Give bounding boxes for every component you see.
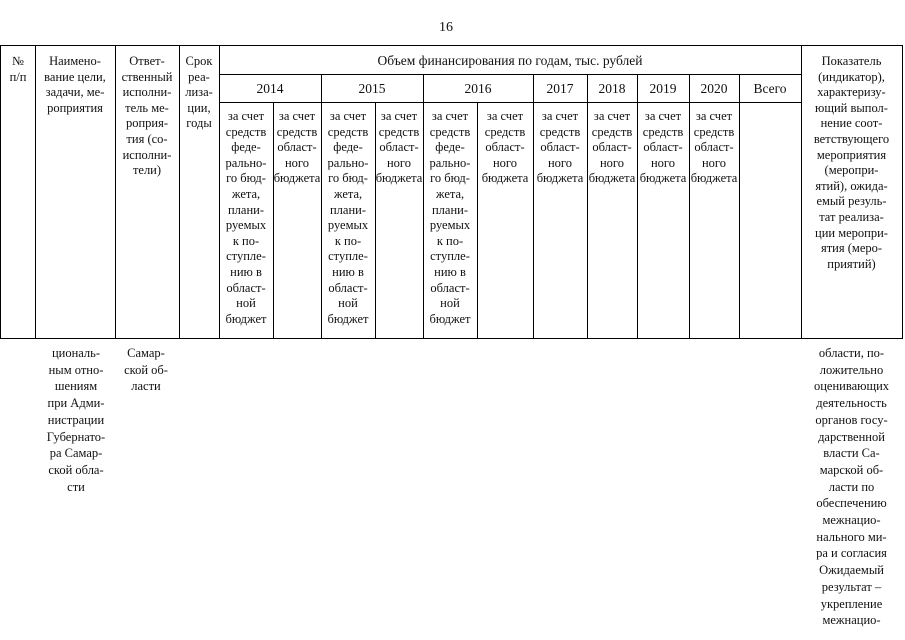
subheader-regional: за счет средств област- ного бюджета xyxy=(690,109,738,186)
subheader-regional: за счет средств област- ного бюджета xyxy=(481,109,529,186)
header-year: 2014 xyxy=(256,81,284,96)
header-funding-title: Объем финансирования по годам, тыс. рублей xyxy=(377,53,643,68)
body-responsible-continuation: Самар- ской об- ласти xyxy=(124,346,168,394)
table-header xyxy=(0,45,903,339)
subheader-federal: за счет средств феде- рально- го бюд- жета, плани- руемых к по- ступле- нию в област- ной бюджет xyxy=(429,109,471,326)
header-col-no: № п/п xyxy=(9,54,27,84)
header-year: 2018 xyxy=(598,81,626,96)
page-number: 16 xyxy=(439,20,453,35)
subheader-regional: за счет средств област- ного бюджета xyxy=(639,109,687,186)
body-indicator-continuation: области, по- ложительно оценивающих деятельность органов госу- дарственной власти Са- марской об- ласти по обеспечению межнацио- нального ми- ра и согласия Ожидаемый результат – укрепление межнацио- xyxy=(813,346,890,628)
header-col-responsible: Ответ- ственный исполни- тель ме- роприя- тия (со- исполни- тели) xyxy=(121,54,173,178)
header-total: Всего xyxy=(753,81,787,96)
header-year: 2017 xyxy=(546,81,574,96)
header-col-indicator: Показатель (индикатор), характеризу- ющий выпол- нение соот- ветствующего мероприятия (меропри- ятий), ожида- емый резуль- тат реализа- ции меропри- ятия (меро- приятий) xyxy=(813,54,890,271)
subheader-federal: за счет средств феде- рально- го бюд- жета, плани- руемых к по- ступле- нию в област- ной бюджет xyxy=(225,109,267,326)
header-year: 2016 xyxy=(464,81,492,96)
subheader-regional: за счет средств област- ного бюджета xyxy=(588,109,636,186)
subheader-regional: за счет средств област- ного бюджета xyxy=(273,109,321,186)
header-year: 2020 xyxy=(700,81,728,96)
header-year: 2015 xyxy=(358,81,386,96)
subheader-regional: за счет средств област- ного бюджета xyxy=(375,109,423,186)
header-col-term: Срок реа- лиза- ции, годы xyxy=(185,54,213,131)
body-name-continuation: циональ- ным отно- шениям при Адми- нистрации Губернато- ра Самар- ской обла- сти xyxy=(46,346,106,494)
header-col-name: Наимено- вание цели, задачи, ме- роприятия xyxy=(44,54,106,115)
subheader-regional: за счет средств област- ного бюджета xyxy=(536,109,584,186)
header-year: 2019 xyxy=(649,81,677,96)
subheader-federal: за счет средств феде- рально- го бюд- жета, плани- руемых к по- ступле- нию в област- ной бюджет xyxy=(327,109,369,326)
